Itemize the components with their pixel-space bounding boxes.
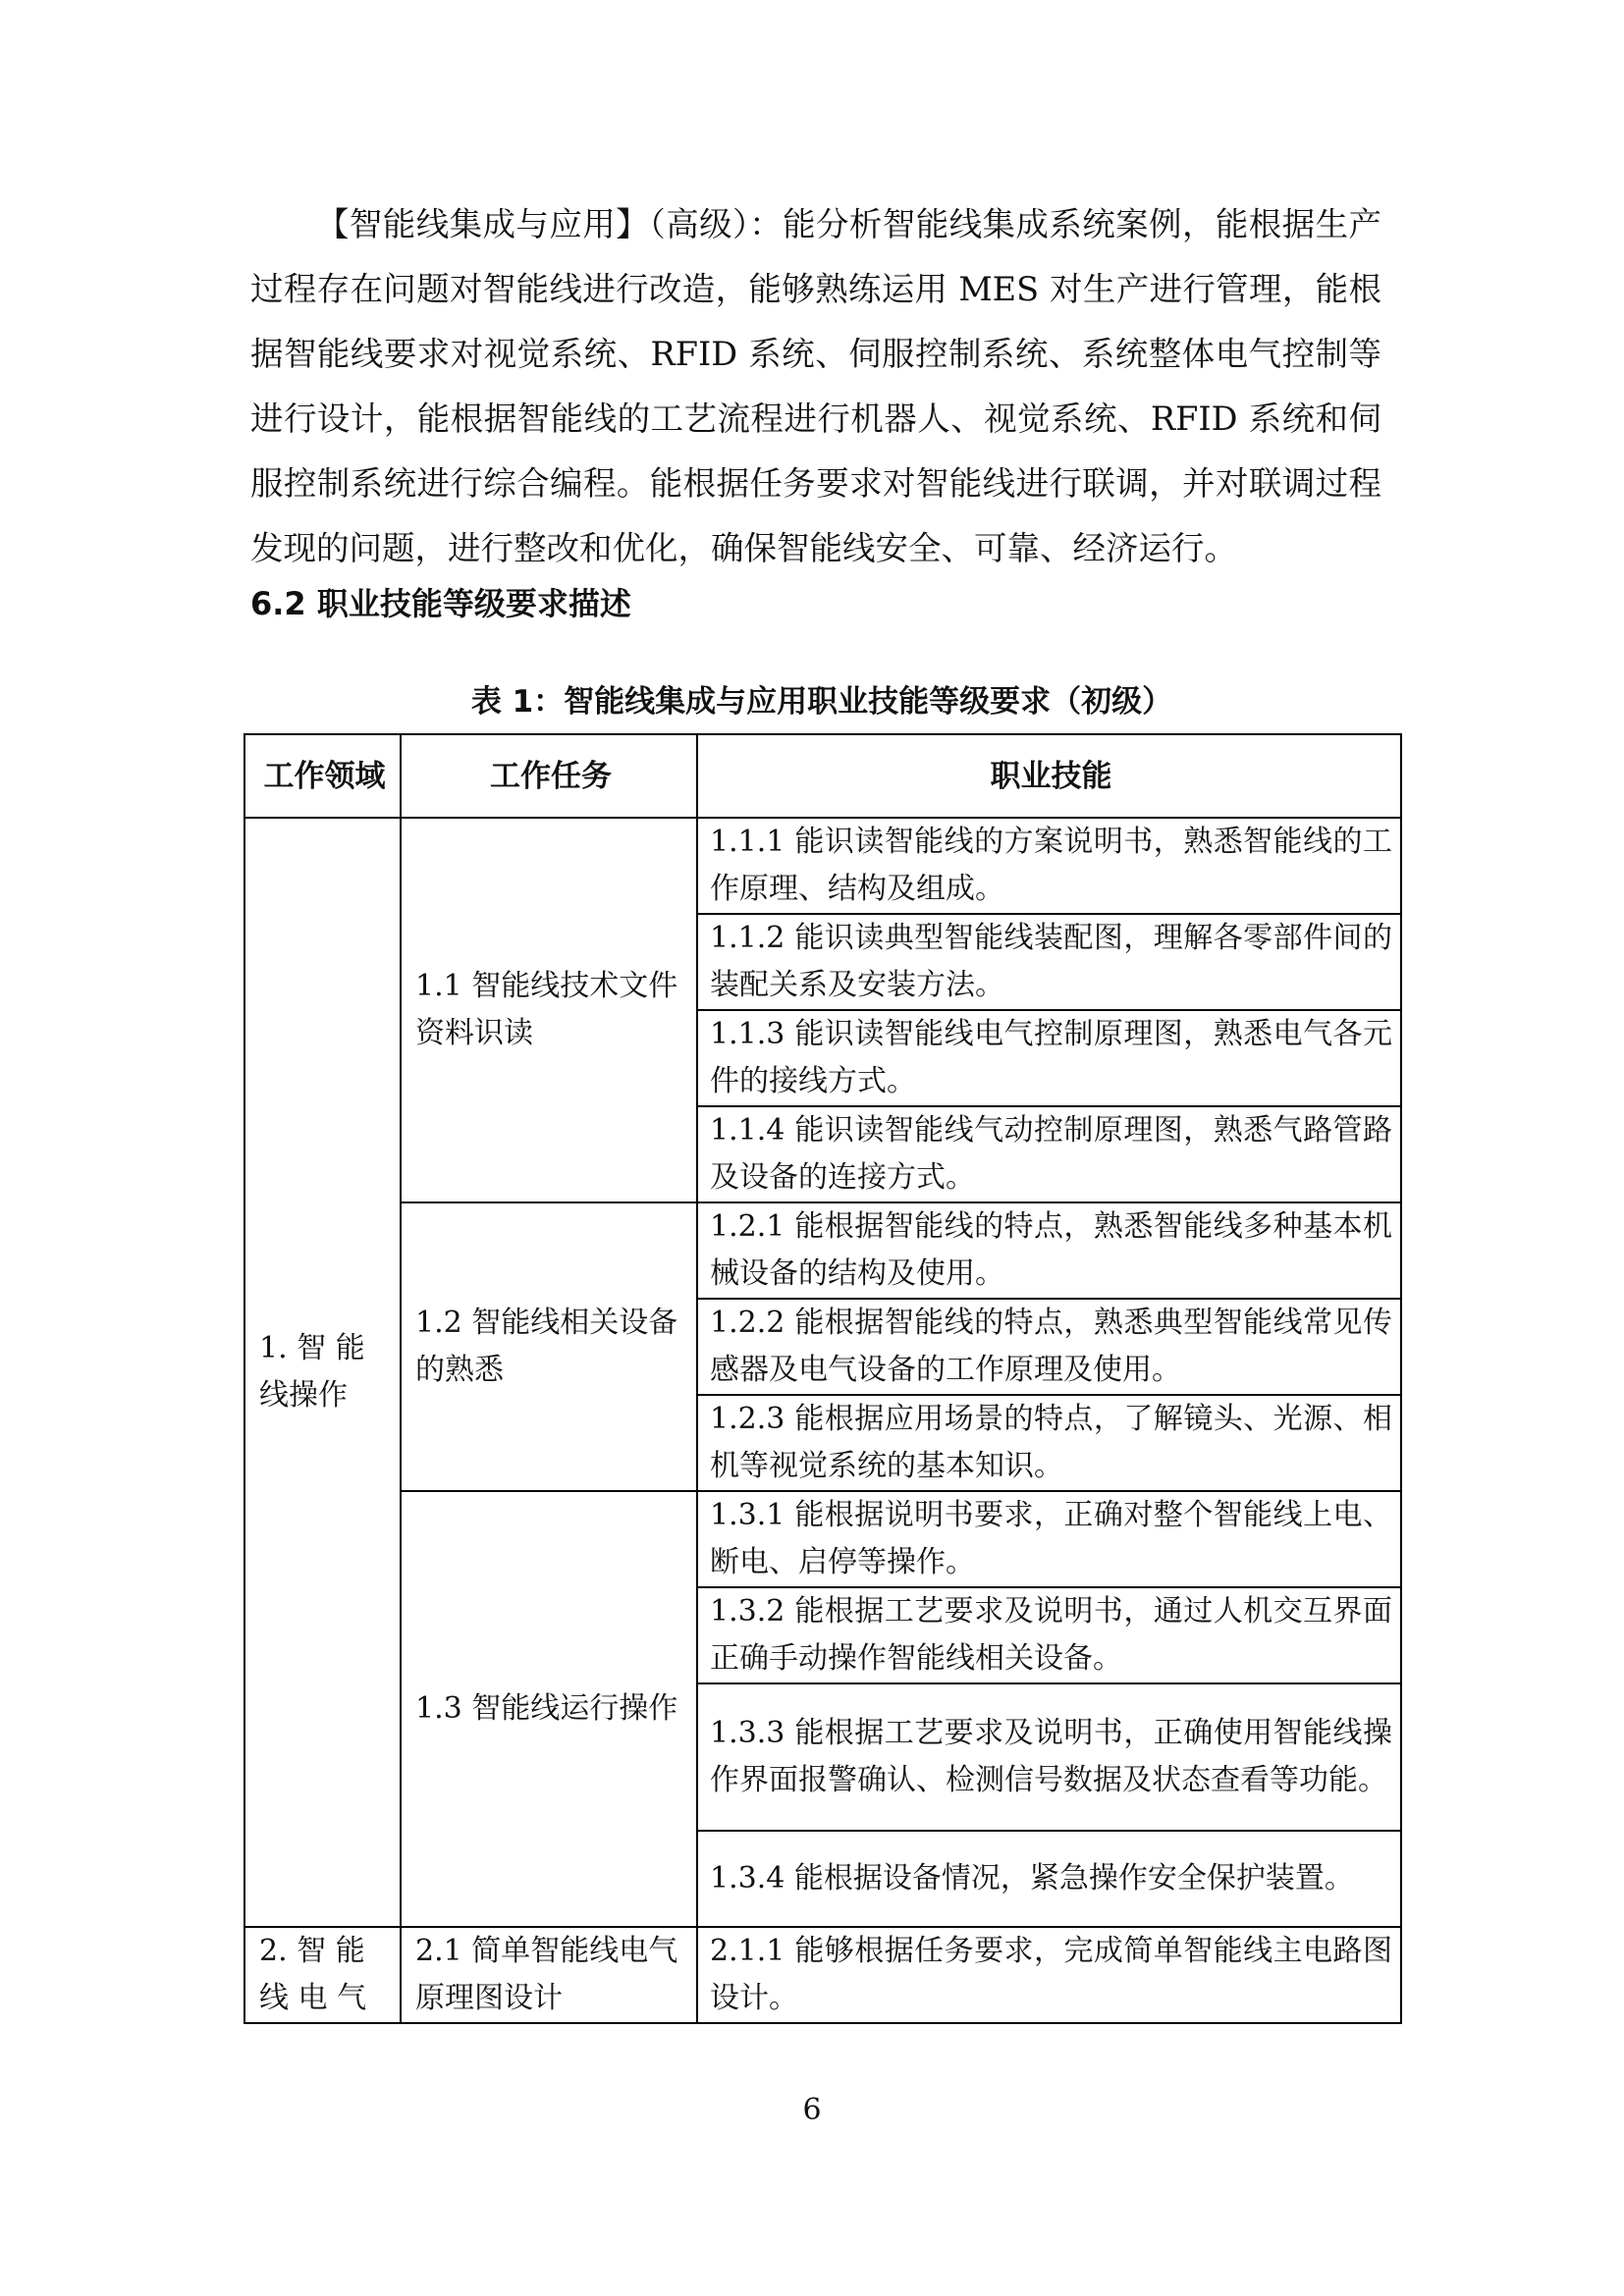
task-cell: 1.3 智能线运行操作 bbox=[401, 1491, 697, 1927]
skill-cell: 1.1.1 能识读智能线的方案说明书，熟悉智能线的工作原理、结构及组成。 bbox=[697, 818, 1401, 914]
skill-cell: 1.2.2 能根据智能线的特点，熟悉典型智能线常见传感器及电气设备的工作原理及使用。 bbox=[697, 1299, 1401, 1395]
skill-cell: 1.2.1 能根据智能线的特点，熟悉智能线多种基本机械设备的结构及使用。 bbox=[697, 1202, 1401, 1299]
skill-cell: 1.3.4 能根据设备情况，紧急操作安全保护装置。 bbox=[697, 1831, 1401, 1927]
table-row bbox=[244, 1927, 1401, 2023]
skill-cell: 1.1.3 能识读智能线电气控制原理图，熟悉电气各元件的接线方式。 bbox=[697, 1010, 1401, 1106]
skills-table bbox=[244, 733, 1402, 2024]
task-cell: 2.1 简单智能线电气原理图设计 bbox=[401, 1927, 697, 2023]
skill-cell: 1.3.1 能根据说明书要求，正确对整个智能线上电、断电、启停等操作。 bbox=[697, 1491, 1401, 1587]
table-caption: 表 1：智能线集成与应用职业技能等级要求（初级） bbox=[470, 684, 1173, 720]
domain-cell: 1. 智 能 线操作 bbox=[244, 818, 401, 1927]
intro-paragraph: 【智能线集成与应用】（高级）：能分析智能线集成系统案例，能根据生产过程存在问题对智能线进行改造，能够熟练运用 MES 对生产进行管理，能根据智能线要求对视觉系统、RFID 系统、伺服控制系统、系统整体电气控制等进行设计，能根据智能线的工艺流程进行机器人、视觉系统、RFID 系统和伺服控制系统进行综合编程。能根据任务要求对智能线进行联调，并对联调过程发现的问题，进行整改和优化，确保智能线安全、可靠、经济运行。 bbox=[250, 205, 1381, 567]
domain-cell: 2. 智 能 线 电 气 bbox=[244, 1927, 401, 2023]
skill-cell: 1.1.4 能识读智能线气动控制原理图，熟悉气路管路及设备的连接方式。 bbox=[697, 1106, 1401, 1202]
table-row bbox=[244, 1202, 1401, 1299]
table-header-row bbox=[244, 734, 1401, 818]
table-row bbox=[244, 1491, 1401, 1587]
table-row bbox=[244, 818, 1401, 914]
section-heading: 6.2 职业技能等级要求描述 bbox=[250, 585, 631, 622]
header-vocational-skill: 职业技能 bbox=[697, 734, 1401, 818]
skill-cell: 1.3.2 能根据工艺要求及说明书，通过人机交互界面正确手动操作智能线相关设备。 bbox=[697, 1587, 1401, 1683]
skill-cell: 2.1.1 能够根据任务要求，完成简单智能线主电路图设计。 bbox=[697, 1927, 1401, 2023]
page-number: 6 bbox=[802, 2093, 822, 2127]
skill-cell: 1.2.3 能根据应用场景的特点，了解镜头、光源、相机等视觉系统的基本知识。 bbox=[697, 1395, 1401, 1491]
task-cell: 1.1 智能线技术文件资料识读 bbox=[401, 818, 697, 1202]
task-cell: 1.2 智能线相关设备的熟悉 bbox=[401, 1202, 697, 1491]
skill-cell: 1.3.3 能根据工艺要求及说明书，正确使用智能线操作界面报警确认、检测信号数据及状态查看等功能。 bbox=[697, 1683, 1401, 1831]
header-work-task: 工作任务 bbox=[401, 734, 697, 818]
header-work-domain: 工作领域 bbox=[244, 734, 401, 818]
skill-cell: 1.1.2 能识读典型智能线装配图，理解各零部件间的装配关系及安装方法。 bbox=[697, 914, 1401, 1010]
